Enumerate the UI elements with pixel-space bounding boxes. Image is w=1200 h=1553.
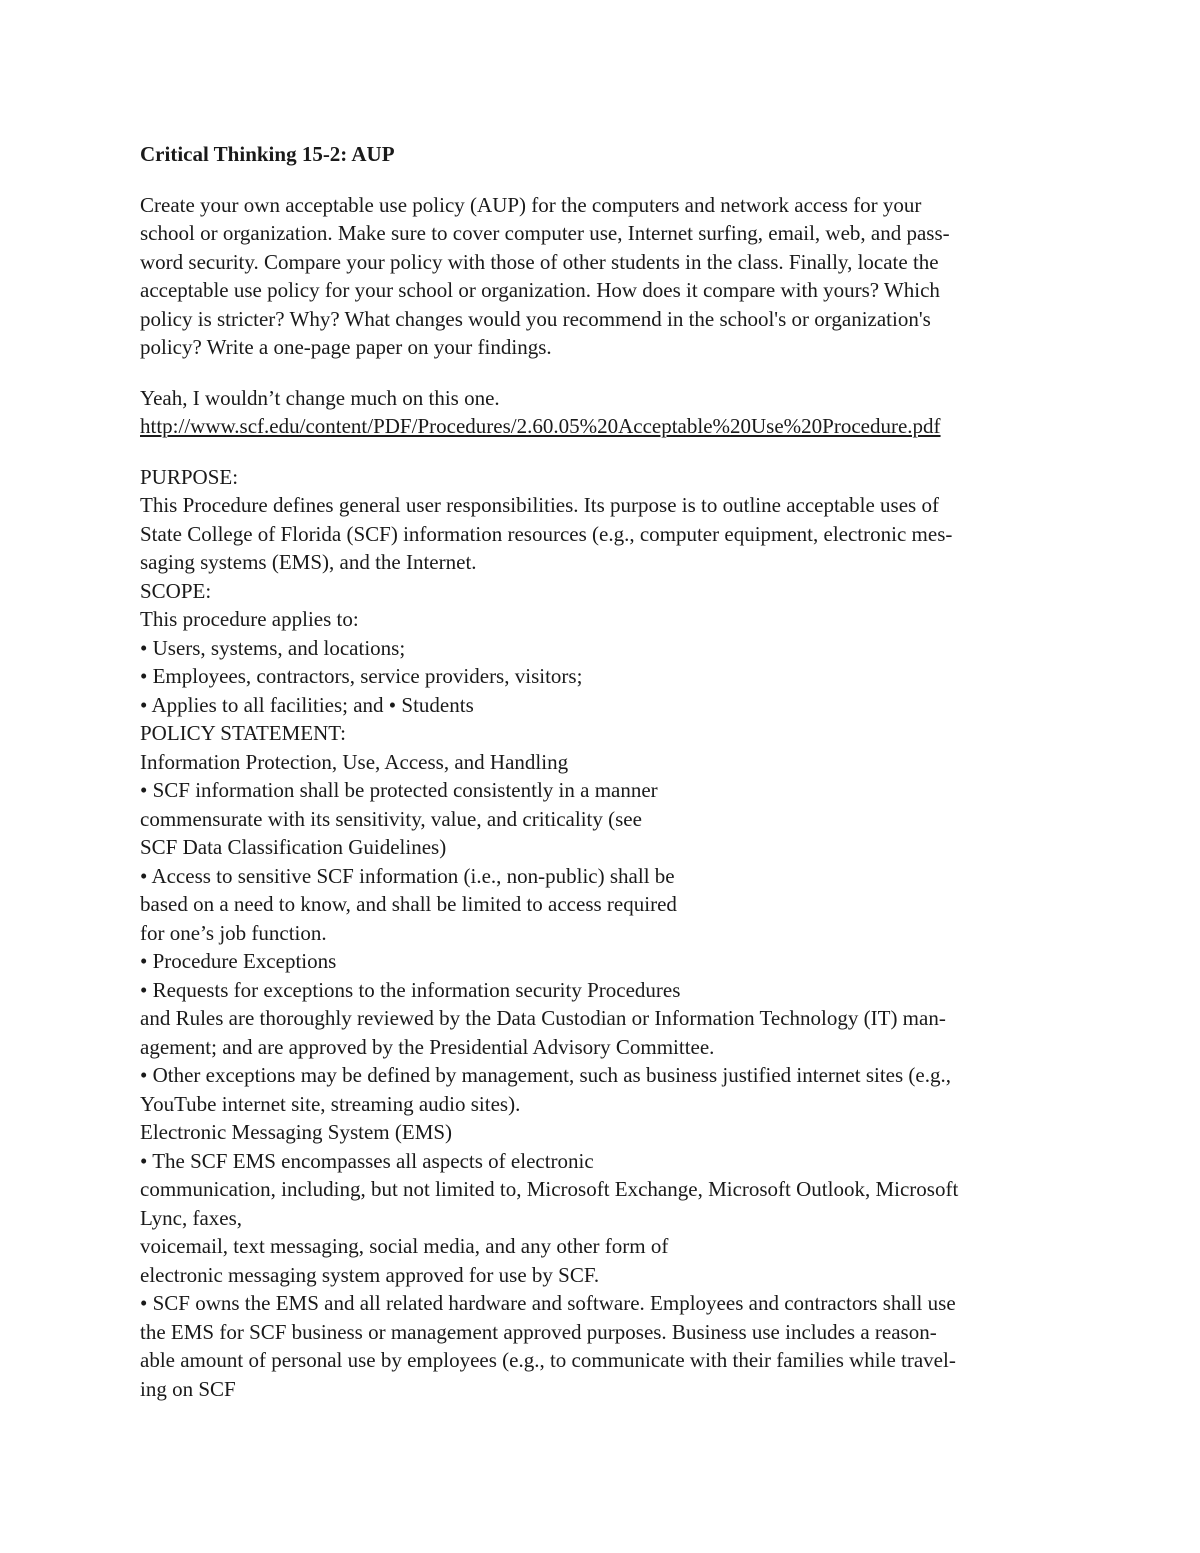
body-line: commensurate with its sensitivity, value, and criticality (see bbox=[140, 806, 642, 831]
body-line: and Rules are thoroughly reviewed by the Data Custodian or Information Technology (IT) man- bbox=[140, 1006, 946, 1030]
body-line: • Requests for exceptions to the information security Procedures bbox=[140, 977, 681, 1002]
prompt-line: school or organization. Make sure to cover computer use, Internet surfing, email, web, and pass- bbox=[140, 221, 950, 245]
body-line: for one’s job function. bbox=[140, 920, 327, 945]
body-line: • SCF owns the EMS and all related hardware and software. Employees and contractors shall use bbox=[140, 1291, 956, 1315]
body-line: • Users, systems, and locations; bbox=[140, 635, 406, 660]
body-line: PURPOSE: bbox=[140, 464, 239, 489]
spacer bbox=[140, 441, 1070, 463]
body-line: • Applies to all facilities; and • Students bbox=[140, 692, 474, 717]
body-line: State College of Florida (SCF) information resources (e.g., computer equipment, electronic mes- bbox=[140, 521, 953, 546]
body-line: communication, including, but not limited to, Microsoft Exchange, Microsoft Outlook, Microsoft bbox=[140, 1177, 959, 1201]
prompt-line: Create your own acceptable use policy (AUP) for the computers and network access for your bbox=[140, 192, 922, 217]
document-content bbox=[140, 140, 1070, 1403]
body-line: saging systems (EMS), and the Internet. bbox=[140, 550, 477, 574]
body-line: agement; and are approved by the Presidential Advisory Committee. bbox=[140, 1034, 715, 1059]
body-line: Electronic Messaging System (EMS) bbox=[140, 1120, 453, 1144]
body-line: SCF Data Classification Guidelines) bbox=[140, 835, 447, 859]
body-line: This procedure applies to: bbox=[140, 607, 359, 631]
policy-body bbox=[140, 463, 1070, 1404]
body-line: • Other exceptions may be defined by management, such as business justified internet sites (e.g., bbox=[140, 1063, 951, 1087]
body-line: • The SCF EMS encompasses all aspects of electronic bbox=[140, 1148, 594, 1173]
body-line: based on a need to know, and shall be limited to access required bbox=[140, 892, 677, 916]
spacer bbox=[140, 169, 1070, 191]
prompt-line: word security. Compare your policy with those of other students in the class. Finally, locate the bbox=[140, 249, 939, 274]
body-line: • SCF information shall be protected consistently in a manner bbox=[140, 778, 658, 802]
body-line: voicemail, text messaging, social media, and any other form of bbox=[140, 1234, 669, 1258]
document-title: Critical Thinking 15-2: AUP bbox=[140, 142, 395, 166]
assignment-prompt bbox=[140, 191, 1070, 362]
body-line: • Procedure Exceptions bbox=[140, 949, 337, 973]
body-line: electronic messaging system approved for use by SCF. bbox=[140, 1262, 600, 1287]
body-line: YouTube internet site, streaming audio sites). bbox=[140, 1091, 521, 1116]
procedure-link[interactable]: http://www.scf.edu/content/PDF/Procedures/2.60.05%20Acceptable%20Use%20Procedure.pdf bbox=[140, 414, 941, 438]
response-line: Yeah, I wouldn’t change much on this one. bbox=[140, 385, 500, 410]
body-line: ing on SCF bbox=[140, 1376, 236, 1401]
body-line: SCOPE: bbox=[140, 578, 212, 603]
body-line: This Procedure defines general user responsibilities. Its purpose is to outline acceptable uses of bbox=[140, 493, 939, 517]
body-line: Information Protection, Use, Access, and Handling bbox=[140, 749, 569, 774]
body-line: Lync, faxes, bbox=[140, 1205, 243, 1230]
body-line: POLICY STATEMENT: bbox=[140, 721, 346, 745]
body-line: able amount of personal use by employees (e.g., to communicate with their families while travel- bbox=[140, 1348, 956, 1372]
spacer bbox=[140, 362, 1070, 384]
body-line: • Employees, contractors, service providers, visitors; bbox=[140, 664, 583, 688]
body-line: the EMS for SCF business or management approved purposes. Business use includes a reason- bbox=[140, 1319, 937, 1344]
prompt-line: policy is stricter? Why? What changes would you recommend in the school's or organization's bbox=[140, 306, 931, 331]
prompt-line: policy? Write a one-page paper on your findings. bbox=[140, 335, 552, 359]
body-line: • Access to sensitive SCF information (i.e., non-public) shall be bbox=[140, 863, 675, 888]
prompt-line: acceptable use policy for your school or organization. How does it compare with yours? Which bbox=[140, 278, 940, 302]
